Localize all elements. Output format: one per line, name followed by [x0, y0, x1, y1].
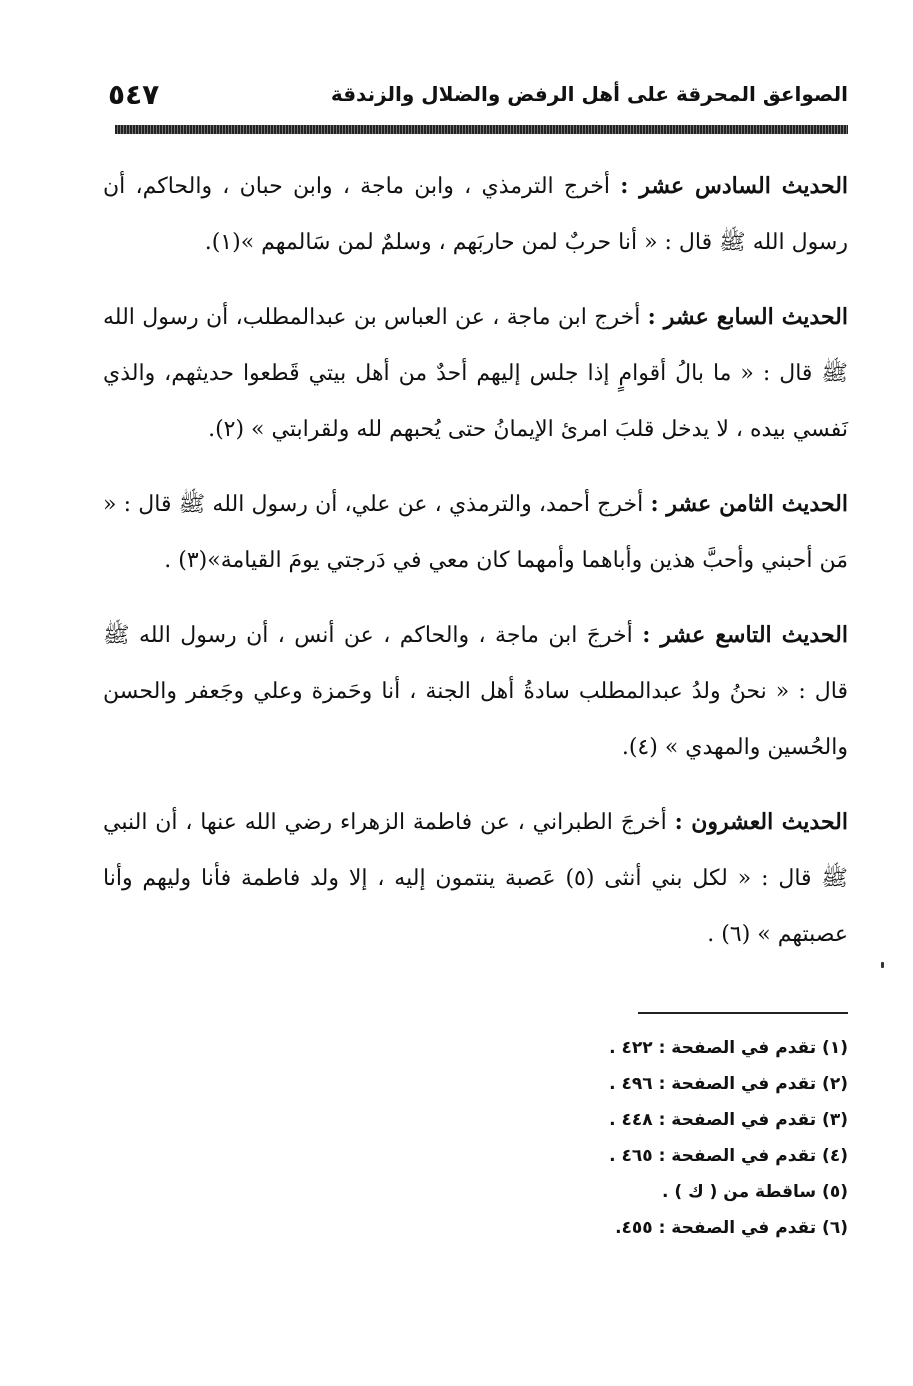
hadith-16-title: الحديث السادس عشر : — [620, 173, 849, 199]
footnote-2: (٢) تقدم في الصفحة : ٤٩٦ . — [609, 1074, 848, 1094]
hadith-16-paragraph — [103, 158, 848, 271]
hadith-17-text: أخرج ابن ماجة ، عن العباس بن عبدالمطلب، أن رسول الله ﷺ قال : « ما بالُ أقوامٍ إذا جلس إليهم أحدٌ من أهل بيتي قَطعوا حديثهم، والذي نَفسي بيده ، لا يدخل قلبَ امرئ الإيمانُ حتى يُحبهم لله ولقرابتي » (٢). — [103, 305, 848, 442]
footnote-4: (٤) تقدم في الصفحة : ٤٦٥ . — [609, 1146, 848, 1166]
hadith-19-title: الحديث التاسع عشر : — [642, 622, 848, 648]
hadith-20-text: أخرجَ الطبراني ، عن فاطمة الزهراء رضي الله عنها ، أن النبي ﷺ قال : « لكل بني أنثى (٥) عَصبة ينتمون إليه ، إلا ولد فاطمة فأنا وليهم وأنا عصبتهم » (٦) . — [103, 810, 848, 947]
hadith-17-title: الحديث السابع عشر : — [647, 304, 848, 330]
hadith-19-paragraph — [103, 607, 848, 776]
page-number: ٥٤٧ — [108, 78, 160, 111]
hadith-19-text: أخرجَ ابن ماجة ، والحاكم ، عن أنس ، أن رسول الله ﷺ قال : « نحنُ ولدُ عبدالمطلب سادةُ أهل الجنة ، أنا وحَمزة وعلي وجَعفر والحسن والحُسين والمهدي » (٤). — [103, 623, 848, 760]
main-text — [103, 158, 848, 981]
page-header — [108, 78, 848, 118]
hadith-18-title: الحديث الثامن عشر : — [650, 491, 848, 517]
footnote-rule — [638, 1012, 848, 1014]
header-rule — [115, 125, 848, 134]
footnote-5: (٥) ساقطة من ( ك ) . — [662, 1182, 848, 1202]
footnote-1: (١) تقدم في الصفحة : ٤٢٢ . — [609, 1038, 848, 1058]
footnote-6: (٦) تقدم في الصفحة : ٤٥٥. — [615, 1218, 848, 1238]
hadith-20-title: الحديث العشرون : — [674, 809, 848, 835]
hadith-20-paragraph — [103, 794, 848, 963]
hadith-18-text: أخرج أحمد، والترمذي ، عن علي، أن رسول الله ﷺ قال : « مَن أحبني وأحبَّ هذين وأباهما وأمهما كان معي في دَرجتي يومَ القيامة»(٣) . — [103, 492, 848, 573]
footnotes — [560, 1030, 848, 1246]
hadith-16-text: أخرج الترمذي ، وابن ماجة ، وابن حبان ، والحاكم، أن رسول الله ﷺ قال : « أنا حربٌ لمن حاربَهم ، وسلمٌ لمن سَالمهم »(١). — [103, 174, 848, 255]
running-title: الصواعق المحرقة على أهل الرفض والضلال والزندقة — [330, 82, 848, 106]
footnote-3: (٣) تقدم في الصفحة : ٤٤٨ . — [609, 1110, 848, 1130]
hadith-17-paragraph — [103, 289, 848, 458]
hadith-18-paragraph — [103, 476, 848, 589]
scan-speck — [881, 962, 884, 968]
